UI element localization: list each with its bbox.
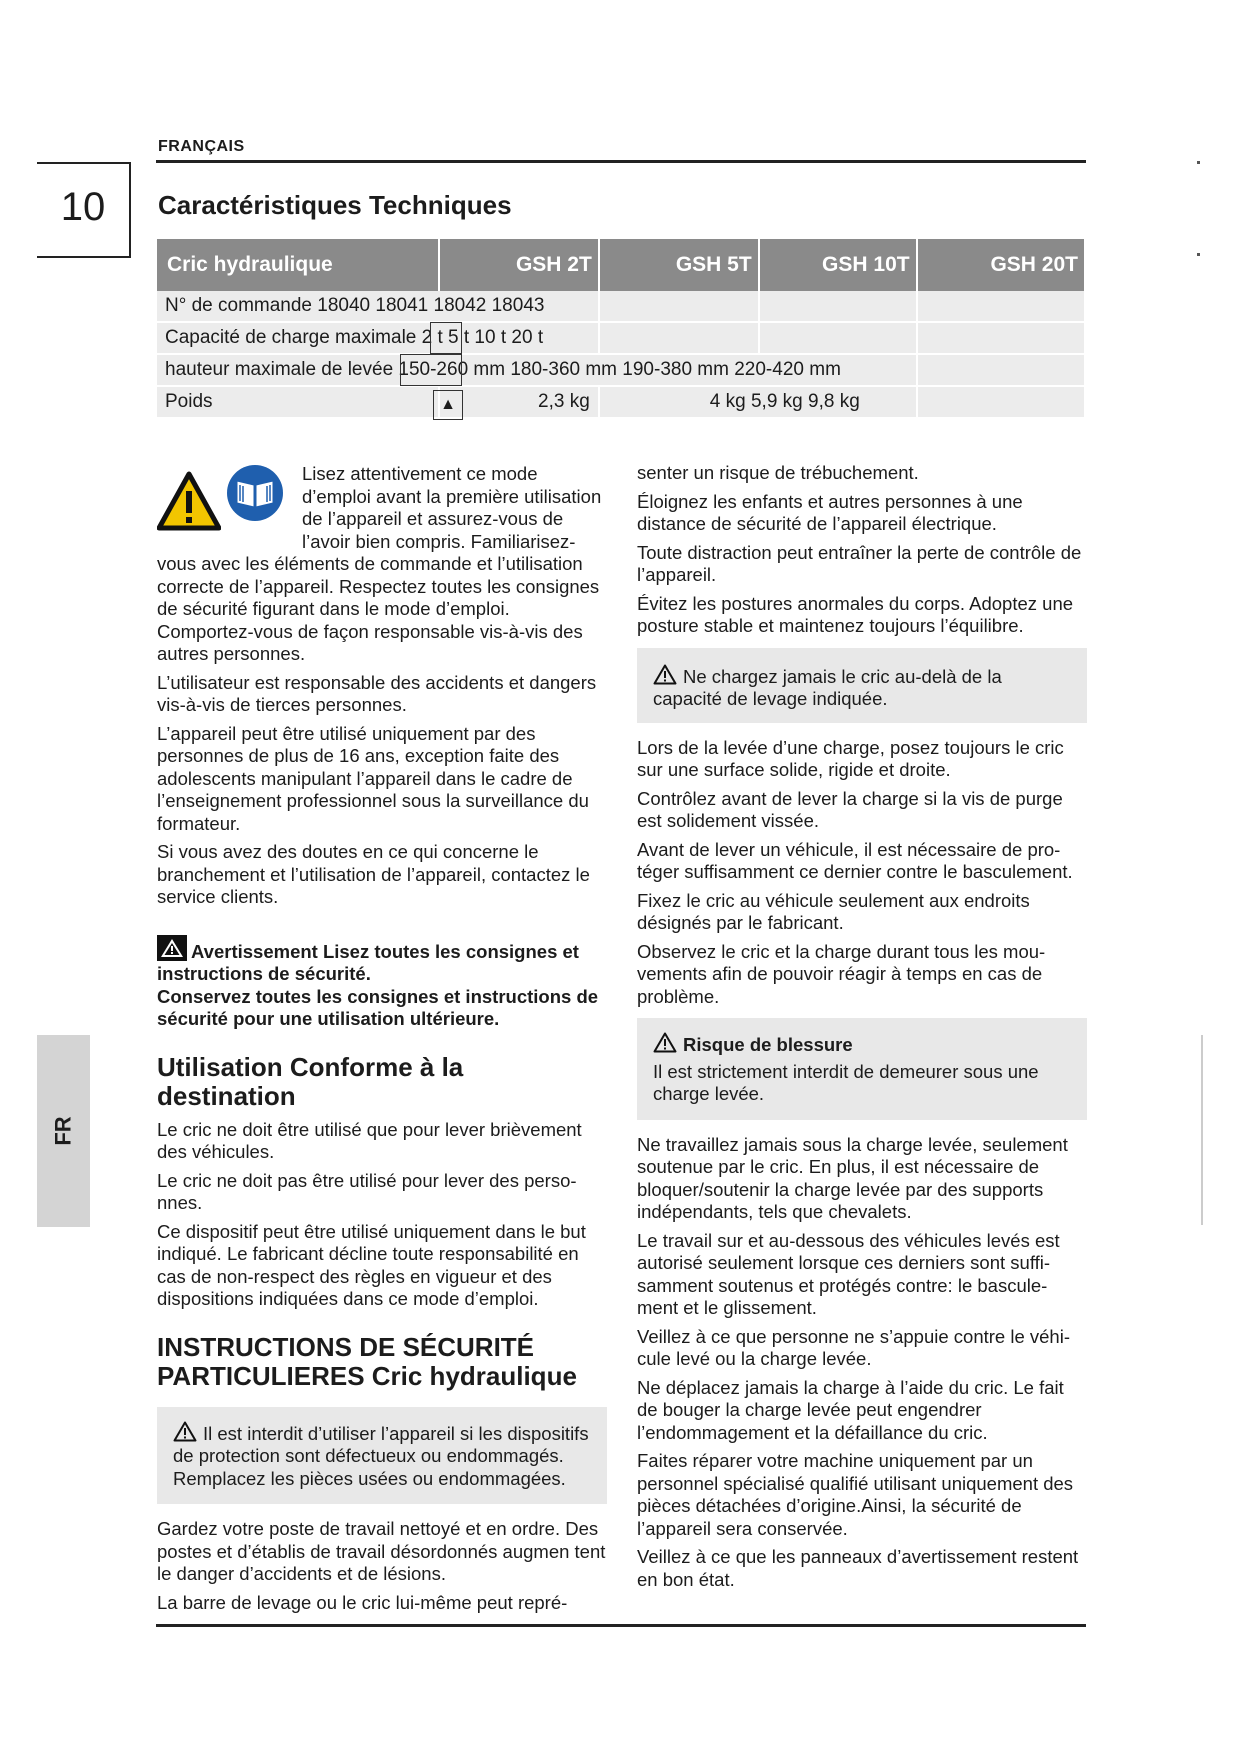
warning-box-title-line bbox=[653, 1032, 1071, 1057]
right-column bbox=[637, 462, 1087, 1597]
paragraph: Toute distraction peut entraîner la perte de contrôle de l’appareil. bbox=[637, 541, 1082, 585]
warning-box-title: Risque de blessure bbox=[683, 1034, 853, 1055]
top-rule bbox=[156, 160, 1086, 163]
paragraph: Le cric ne doit être utilisé que pour lever brièvement des véhicules. bbox=[157, 1118, 582, 1162]
table-cell bbox=[759, 291, 917, 322]
intro-icons bbox=[157, 463, 292, 535]
paragraph: Éloignez les enfants et autres personnes à une distance de sécurité de l’appareil électrique. bbox=[637, 490, 1023, 534]
warning-box-text: Ne chargez jamais le cric au-delà de la capacité de levage indiquée. bbox=[653, 665, 1002, 709]
weight-other-cell: 4 kg 5,9 kg 9,8 kg bbox=[599, 386, 917, 418]
intro-paragraph: Lisez attentivement ce mode d’emploi avant la première utilisation de l’appareil et assurez-vous de l’avoir bien compris. Familiarisez-vous avec les éléments de commande et l’utilisation correcte de l’appareil. Respectez toutes les consignes de sécurité figurant dans le mode d’emploi. Comportez-vous de façon responsable vis-à-vis des autres personnes. bbox=[157, 463, 602, 664]
paragraph: Évitez les postures anormales du corps. Adoptez une posture stable et maintenez toujours l’équilibre. bbox=[637, 592, 1074, 636]
paragraph: Veillez à ce que personne ne s’appuie contre le véhi- cule levé ou la charge levée. bbox=[637, 1325, 1070, 1369]
margin-mark bbox=[1197, 253, 1200, 256]
weight-value-cell: 2,3 kg bbox=[439, 386, 599, 418]
warning-icon bbox=[653, 1032, 677, 1053]
paragraph: Ne déplacez jamais la charge à l’aide du cric. Le fait de bouger la charge levée peut engendrer l’endommagement et la défaillance du cric. bbox=[637, 1376, 1064, 1443]
weight-icon: ▲ bbox=[433, 390, 463, 420]
warning-icon bbox=[157, 935, 187, 961]
general-warning bbox=[157, 935, 607, 1031]
spec-table-header-row bbox=[157, 239, 1085, 291]
table-cell bbox=[917, 322, 1085, 354]
table-cell bbox=[599, 291, 759, 322]
capacity-text: Capacité de charge maximale 2 t 5 t 10 t 20 t bbox=[165, 327, 544, 348]
paragraph: L’utilisateur est responsable des accidents et dangers vis-à-vis de tierces personnes. bbox=[157, 671, 597, 715]
table-row bbox=[157, 354, 1085, 386]
read-manual-icon bbox=[225, 463, 285, 523]
paragraph: Contrôlez avant de lever la charge si la vis de purge est solidement vissée. bbox=[637, 787, 1063, 831]
capacity-cell bbox=[157, 322, 599, 354]
paragraph: Observez le cric et la charge durant tous les mou- vements afin de pouvoir réagir à temps en cas de problème. bbox=[637, 940, 1046, 1007]
section-heading-usage: Utilisation Conforme à la destination bbox=[157, 1051, 464, 1111]
table-cell bbox=[917, 386, 1085, 418]
paragraph: Ne travaillez jamais sous la charge levée, seulement soutenue par le cric. En plus, il est nécessaire de bloquer/soutenir la charge levée par des supports indépendants, tels que chevalets. bbox=[637, 1133, 1068, 1222]
language-side-tab-label: FR bbox=[50, 1116, 76, 1146]
warning-box-protection bbox=[157, 1407, 607, 1505]
general-warning-line1 bbox=[157, 935, 607, 986]
page-number: 10 bbox=[60, 185, 106, 229]
header-cell-product: Cric hydraulique bbox=[157, 239, 439, 291]
warning-box-text: Il est interdit d’utiliser l’appareil si les dispositifs de protection sont défectueux ou endommagés. Remplacez les pièces usées ou endommagées. bbox=[173, 1422, 589, 1489]
paragraph: Fixez le cric au véhicule seulement aux endroits désignés par le fabricant. bbox=[637, 889, 1030, 933]
header-cell-gsh2t: GSH 2T bbox=[439, 239, 599, 291]
margin-mark bbox=[1197, 161, 1200, 164]
table-cell bbox=[917, 354, 1085, 386]
header-cell-gsh5t: GSH 5T bbox=[599, 239, 759, 291]
page-title: Caractéristiques Techniques bbox=[158, 190, 512, 220]
paragraph: Le travail sur et au-dessous des véhicules levés est autorisé seulement lorsque ces derniers sont suffi- samment soutenus et protégés contre: le bascule- ment et le glissement. bbox=[637, 1229, 1060, 1318]
paragraph: senter un risque de trébuchement. bbox=[637, 462, 919, 483]
table-cell bbox=[917, 291, 1085, 322]
header-cell-gsh20t: GSH 20T bbox=[917, 239, 1085, 291]
warning-icon bbox=[173, 1421, 197, 1442]
warning-triangle-icon bbox=[157, 471, 221, 531]
paragraph: Faites réparer votre machine uniquement par un personnel spécialisé qualifié utilisant uniquement des pièces détachées d’origine.Ainsi, la sécurité de l’appareil sera conservée. bbox=[637, 1450, 1074, 1539]
language-label: FRANÇAIS bbox=[158, 138, 245, 155]
warning-box-injury bbox=[637, 1018, 1087, 1120]
order-number-cell: N° de commande 18040 18041 18042 18043 bbox=[157, 291, 599, 322]
paragraph: Le cric ne doit pas être utilisé pour lever des perso- nnes. bbox=[157, 1169, 577, 1213]
table-cell bbox=[599, 322, 759, 354]
left-column bbox=[157, 463, 607, 1620]
header-cell-gsh10t: GSH 10T bbox=[759, 239, 917, 291]
paragraph: La barre de levage ou le cric lui-même peut repré- bbox=[157, 1591, 568, 1613]
table-row bbox=[157, 322, 1085, 354]
warning-box-capacity bbox=[637, 648, 1087, 723]
weight-label-cell bbox=[157, 386, 456, 418]
paragraph: Avant de lever un véhicule, il est nécessaire de pro- téger suffisamment ce dernier contre le basculement. bbox=[637, 838, 1073, 882]
warning-icon bbox=[653, 664, 677, 685]
lift-height-cell: hauteur maximale de levée 150-260 mm 180-360 mm 190-380 mm 220-420 mm bbox=[157, 354, 917, 386]
spec-table bbox=[157, 239, 1086, 419]
lift-height-icon bbox=[400, 354, 462, 386]
paragraph: Ce dispositif peut être utilisé uniquement dans le but indiqué. Le fabricant décline toute responsabilité en cas de non-respect des règles en vigueur et des dispositions indiquées dans ce mode d’emploi. bbox=[157, 1220, 586, 1309]
general-warning-line2: Conservez toutes les consignes et instructions de sécurité pour une utilisation ultérieure. bbox=[157, 985, 599, 1029]
table-row bbox=[157, 291, 1085, 322]
bottom-rule bbox=[156, 1624, 1086, 1627]
paragraph: Si vous avez des doutes en ce qui concerne le branchement et l’utilisation de l’appareil, contactez le service clients. bbox=[157, 841, 590, 907]
edge-line bbox=[1201, 1035, 1203, 1225]
paragraph: Veillez à ce que les panneaux d’avertissement restent en bon état. bbox=[637, 1546, 1079, 1590]
weight-capacity-icon bbox=[430, 322, 462, 354]
weight-label: Poids bbox=[165, 391, 213, 412]
table-row bbox=[157, 386, 1085, 418]
warning-box-text: Il est strictement interdit de demeurer sous une charge levée. bbox=[653, 1060, 1039, 1104]
general-warning-text: Avertissement Lisez toutes les consignes et instructions de sécurité. bbox=[157, 940, 579, 984]
section-heading-safety: INSTRUCTIONS DE SÉCURITÉ PARTICULIERES Cric hydraulique bbox=[157, 1331, 577, 1391]
table-cell bbox=[759, 322, 917, 354]
paragraph: Lors de la levée d’une charge, posez toujours le cric sur une surface solide, rigide et droite. bbox=[637, 736, 1064, 780]
paragraph: Gardez votre poste de travail nettoyé et en ordre. Des postes et d’établis de travail désordonnés augmen tent le danger d’accidents et de lésions. bbox=[157, 1518, 606, 1584]
paragraph: L’appareil peut être utilisé uniquement par des personnes de plus de 16 ans, exception faite des adolescents manipulant l’appareil dans le cadre de l’enseignement professionnel sous la surveillance du formateur. bbox=[157, 722, 589, 834]
